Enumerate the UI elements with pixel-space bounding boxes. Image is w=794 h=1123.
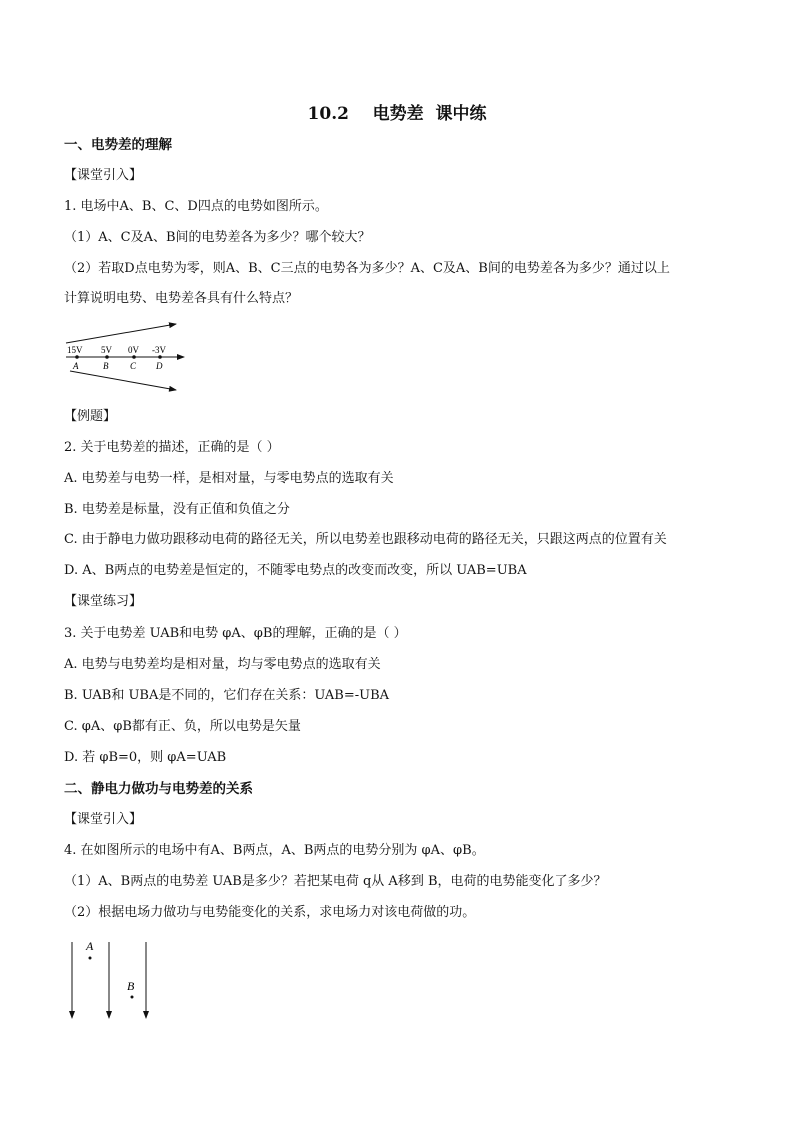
q1-sub2-line1: （2）若取D点电势为零，则A、B、C三点的电势各为多少？A、C及A、B间的电势差各为多少？通过以上	[64, 261, 670, 276]
point-d-dot	[158, 355, 162, 359]
potential-label-b: 5V	[101, 345, 112, 355]
q2-option-a: A. 电势差与电势一样，是相对量，与零电势点的选取有关	[64, 471, 394, 486]
section-heading-1: 一、电势差的理解	[64, 137, 172, 153]
point-label-a: A	[73, 361, 79, 371]
q4-sub1: （1）A、B两点的电势差 UAB是多少？若把某电荷 q从 A移到 B，电荷的电势能变化了多少？	[64, 874, 607, 889]
q3-stem: 3. 关于电势差 UAB和电势 φA、φB的理解，正确的是（ ）	[64, 626, 407, 641]
q4-stem: 4. 在如图所示的电场中有A、B两点，A、B两点的电势分别为 φA、φB。	[64, 843, 485, 858]
example-label: 【例题】	[64, 409, 117, 424]
page-title: 10.2 电势差 课中练	[307, 104, 487, 124]
practice-label: 【课堂练习】	[64, 594, 143, 609]
q2-option-b: B. 电势差是标量，没有正值和负值之分	[64, 502, 290, 517]
fig2-point-b-dot	[131, 996, 134, 999]
q1-sub2-line2: 计算说明电势、电势差各具有什么特点？	[64, 291, 299, 306]
field-line-upper	[66, 324, 176, 343]
fig2-point-label-a: A	[86, 939, 94, 953]
q3-option-b: B. UAB和 UBA是不同的，它们存在关系：UAB=-UBA	[64, 688, 390, 703]
point-a-dot	[75, 355, 79, 359]
point-b-dot	[105, 355, 109, 359]
q2-option-c: C. 由于静电力做功跟移动电荷的路径无关，所以电势差也跟移动电荷的路径无关，只跟这两点的位置有关	[64, 532, 667, 547]
potential-label-c: 0V	[128, 345, 139, 355]
potential-label-d: -3V	[152, 345, 166, 355]
q3-option-c: C. φA、φB都有正、负，所以电势是矢量	[64, 719, 301, 734]
q4-sub2: （2）根据电场力做功与电势能变化的关系，求电场力对该电荷做的功。	[64, 905, 476, 920]
q2-option-d: D. A、B两点的电势差是恒定的，不随零电势点的改变而改变，所以 UAB=UBA	[64, 563, 527, 578]
q2-stem: 2. 关于电势差的描述，正确的是（ ）	[64, 440, 280, 455]
q1-sub1: （1）A、C及A、B间的电势差各为多少？哪个较大？	[64, 230, 371, 245]
section-heading-2: 二、静电力做功与电势差的关系	[64, 781, 253, 797]
q1-stem: 1. 电场中A、B、C、D四点的电势如图所示。	[64, 199, 328, 214]
classroom-intro-label-2: 【课堂引入】	[64, 812, 143, 827]
point-c-dot	[132, 355, 136, 359]
classroom-intro-label-1: 【课堂引入】	[64, 168, 143, 183]
q3-option-a: A. 电势与电势差均是相对量，均与零电势点的选取有关	[64, 657, 381, 672]
fig2-point-a-dot	[89, 957, 92, 960]
fig2-point-label-b: B	[127, 979, 135, 993]
potential-label-a: 15V	[67, 345, 83, 355]
point-label-c: C	[130, 361, 137, 371]
field-line-lower	[70, 371, 176, 390]
q3-option-d: D. 若 φB=0，则 φA=UAB	[64, 750, 227, 765]
point-label-b: B	[103, 361, 109, 371]
point-label-d: D	[156, 361, 163, 371]
